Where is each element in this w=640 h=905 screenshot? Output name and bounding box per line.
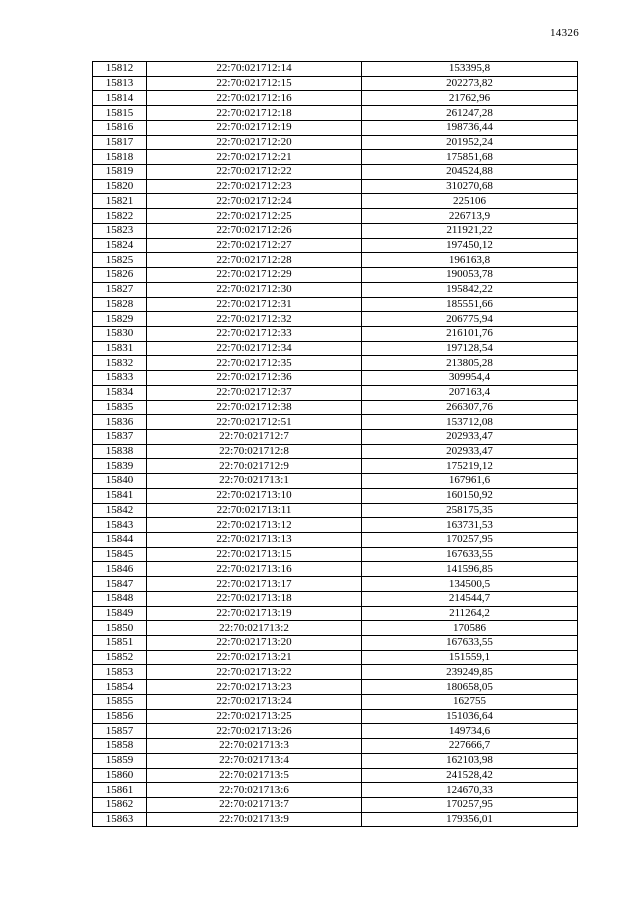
cadastral-number-cell: 22:70:021713:10 bbox=[147, 488, 362, 503]
cadastral-number-cell: 22:70:021712:31 bbox=[147, 297, 362, 312]
cadastral-number-cell: 22:70:021712:14 bbox=[147, 62, 362, 77]
table-row bbox=[93, 753, 578, 768]
cadastral-number-cell: 22:70:021712:36 bbox=[147, 371, 362, 386]
row-number-cell: 15857 bbox=[93, 724, 147, 739]
cadastral-number-cell: 22:70:021713:6 bbox=[147, 783, 362, 798]
row-number-cell: 15862 bbox=[93, 797, 147, 812]
cadastral-value-cell: 207163,4 bbox=[362, 385, 578, 400]
cadastral-number-cell: 22:70:021712:20 bbox=[147, 135, 362, 150]
table-row bbox=[93, 724, 578, 739]
cadastral-number-cell: 22:70:021713:19 bbox=[147, 606, 362, 621]
cadastral-number-cell: 22:70:021712:30 bbox=[147, 282, 362, 297]
row-number-cell: 15815 bbox=[93, 106, 147, 121]
cadastral-number-cell: 22:70:021713:12 bbox=[147, 518, 362, 533]
cadastral-value-cell: 211264,2 bbox=[362, 606, 578, 621]
cadastral-number-cell: 22:70:021712:51 bbox=[147, 415, 362, 430]
row-number-cell: 15816 bbox=[93, 120, 147, 135]
row-number-cell: 15823 bbox=[93, 223, 147, 238]
cadastral-number-cell: 22:70:021712:8 bbox=[147, 444, 362, 459]
cadastral-value-table bbox=[92, 61, 578, 827]
cadastral-value-cell: 202933,47 bbox=[362, 429, 578, 444]
table-row bbox=[93, 474, 578, 489]
cadastral-value-cell: 162755 bbox=[362, 694, 578, 709]
table-row bbox=[93, 577, 578, 592]
cadastral-number-cell: 22:70:021712:28 bbox=[147, 253, 362, 268]
table-row bbox=[93, 268, 578, 283]
cadastral-value-cell: 310270,68 bbox=[362, 179, 578, 194]
row-number-cell: 15830 bbox=[93, 326, 147, 341]
row-number-cell: 15813 bbox=[93, 76, 147, 91]
cadastral-number-cell: 22:70:021713:9 bbox=[147, 812, 362, 827]
row-number-cell: 15831 bbox=[93, 341, 147, 356]
row-number-cell: 15859 bbox=[93, 753, 147, 768]
page-number: 14326 bbox=[550, 27, 579, 39]
row-number-cell: 15824 bbox=[93, 238, 147, 253]
table-row bbox=[93, 562, 578, 577]
table-row bbox=[93, 459, 578, 474]
table-row bbox=[93, 76, 578, 91]
table-row bbox=[93, 135, 578, 150]
cadastral-value-cell: 225106 bbox=[362, 194, 578, 209]
table-row bbox=[93, 444, 578, 459]
cadastral-number-cell: 22:70:021712:27 bbox=[147, 238, 362, 253]
table-row bbox=[93, 650, 578, 665]
table-row bbox=[93, 106, 578, 121]
cadastral-number-cell: 22:70:021712:34 bbox=[147, 341, 362, 356]
table-row bbox=[93, 282, 578, 297]
cadastral-value-cell: 261247,28 bbox=[362, 106, 578, 121]
cadastral-number-cell: 22:70:021712:9 bbox=[147, 459, 362, 474]
table-row bbox=[93, 120, 578, 135]
row-number-cell: 15846 bbox=[93, 562, 147, 577]
cadastral-value-cell: 196163,8 bbox=[362, 253, 578, 268]
table-row bbox=[93, 533, 578, 548]
table-row bbox=[93, 518, 578, 533]
row-number-cell: 15834 bbox=[93, 385, 147, 400]
cadastral-number-cell: 22:70:021713:22 bbox=[147, 665, 362, 680]
cadastral-number-cell: 22:70:021713:13 bbox=[147, 533, 362, 548]
row-number-cell: 15827 bbox=[93, 282, 147, 297]
table-row bbox=[93, 488, 578, 503]
row-number-cell: 15814 bbox=[93, 91, 147, 106]
row-number-cell: 15817 bbox=[93, 135, 147, 150]
table-row bbox=[93, 326, 578, 341]
cadastral-value-cell: 134500,5 bbox=[362, 577, 578, 592]
cadastral-number-cell: 22:70:021712:21 bbox=[147, 150, 362, 165]
cadastral-value-cell: 180658,05 bbox=[362, 680, 578, 695]
cadastral-value-cell: 201952,24 bbox=[362, 135, 578, 150]
cadastral-number-cell: 22:70:021713:18 bbox=[147, 591, 362, 606]
row-number-cell: 15821 bbox=[93, 194, 147, 209]
cadastral-value-cell: 239249,85 bbox=[362, 665, 578, 680]
cadastral-number-cell: 22:70:021712:32 bbox=[147, 312, 362, 327]
cadastral-number-cell: 22:70:021713:11 bbox=[147, 503, 362, 518]
cadastral-number-cell: 22:70:021713:1 bbox=[147, 474, 362, 489]
cadastral-value-cell: 21762,96 bbox=[362, 91, 578, 106]
cadastral-value-cell: 211921,22 bbox=[362, 223, 578, 238]
row-number-cell: 15858 bbox=[93, 739, 147, 754]
cadastral-value-cell: 197450,12 bbox=[362, 238, 578, 253]
cadastral-number-cell: 22:70:021713:16 bbox=[147, 562, 362, 577]
table-row bbox=[93, 91, 578, 106]
cadastral-number-cell: 22:70:021712:24 bbox=[147, 194, 362, 209]
row-number-cell: 15845 bbox=[93, 547, 147, 562]
cadastral-number-cell: 22:70:021712:26 bbox=[147, 223, 362, 238]
cadastral-number-cell: 22:70:021712:7 bbox=[147, 429, 362, 444]
table-row bbox=[93, 150, 578, 165]
table-body bbox=[93, 62, 578, 827]
row-number-cell: 15836 bbox=[93, 415, 147, 430]
cadastral-value-cell: 204524,88 bbox=[362, 165, 578, 180]
row-number-cell: 15840 bbox=[93, 474, 147, 489]
row-number-cell: 15818 bbox=[93, 150, 147, 165]
table-row bbox=[93, 179, 578, 194]
cadastral-value-cell: 153395,8 bbox=[362, 62, 578, 77]
cadastral-number-cell: 22:70:021713:15 bbox=[147, 547, 362, 562]
cadastral-value-cell: 149734,6 bbox=[362, 724, 578, 739]
cadastral-value-cell: 141596,85 bbox=[362, 562, 578, 577]
row-number-cell: 15837 bbox=[93, 429, 147, 444]
cadastral-number-cell: 22:70:021712:19 bbox=[147, 120, 362, 135]
cadastral-value-cell: 170257,95 bbox=[362, 797, 578, 812]
table-row bbox=[93, 591, 578, 606]
row-number-cell: 15838 bbox=[93, 444, 147, 459]
row-number-cell: 15812 bbox=[93, 62, 147, 77]
table-row bbox=[93, 739, 578, 754]
table-row bbox=[93, 797, 578, 812]
row-number-cell: 15820 bbox=[93, 179, 147, 194]
table-row bbox=[93, 547, 578, 562]
row-number-cell: 15822 bbox=[93, 209, 147, 224]
row-number-cell: 15841 bbox=[93, 488, 147, 503]
cadastral-value-cell: 195842,22 bbox=[362, 282, 578, 297]
cadastral-value-cell: 153712,08 bbox=[362, 415, 578, 430]
cadastral-number-cell: 22:70:021712:16 bbox=[147, 91, 362, 106]
row-number-cell: 15825 bbox=[93, 253, 147, 268]
row-number-cell: 15850 bbox=[93, 621, 147, 636]
cadastral-number-cell: 22:70:021713:20 bbox=[147, 636, 362, 651]
table-row bbox=[93, 503, 578, 518]
cadastral-number-cell: 22:70:021712:22 bbox=[147, 165, 362, 180]
row-number-cell: 15832 bbox=[93, 356, 147, 371]
cadastral-value-cell: 160150,92 bbox=[362, 488, 578, 503]
cadastral-number-cell: 22:70:021712:35 bbox=[147, 356, 362, 371]
row-number-cell: 15828 bbox=[93, 297, 147, 312]
cadastral-number-cell: 22:70:021713:21 bbox=[147, 650, 362, 665]
cadastral-number-cell: 22:70:021712:29 bbox=[147, 268, 362, 283]
table-row bbox=[93, 709, 578, 724]
table-row bbox=[93, 297, 578, 312]
cadastral-value-cell: 167961,6 bbox=[362, 474, 578, 489]
cadastral-value-cell: 175219,12 bbox=[362, 459, 578, 474]
cadastral-value-cell: 206775,94 bbox=[362, 312, 578, 327]
row-number-cell: 15861 bbox=[93, 783, 147, 798]
row-number-cell: 15844 bbox=[93, 533, 147, 548]
cadastral-number-cell: 22:70:021712:15 bbox=[147, 76, 362, 91]
table-row bbox=[93, 238, 578, 253]
cadastral-number-cell: 22:70:021712:25 bbox=[147, 209, 362, 224]
cadastral-value-cell: 202933,47 bbox=[362, 444, 578, 459]
row-number-cell: 15848 bbox=[93, 591, 147, 606]
table-row bbox=[93, 694, 578, 709]
table-row bbox=[93, 665, 578, 680]
cadastral-value-cell: 167633,55 bbox=[362, 547, 578, 562]
row-number-cell: 15847 bbox=[93, 577, 147, 592]
table-row bbox=[93, 385, 578, 400]
cadastral-value-cell: 167633,55 bbox=[362, 636, 578, 651]
table-row bbox=[93, 783, 578, 798]
cadastral-value-cell: 185551,66 bbox=[362, 297, 578, 312]
row-number-cell: 15851 bbox=[93, 636, 147, 651]
row-number-cell: 15849 bbox=[93, 606, 147, 621]
row-number-cell: 15856 bbox=[93, 709, 147, 724]
cadastral-value-cell: 151036,64 bbox=[362, 709, 578, 724]
row-number-cell: 15819 bbox=[93, 165, 147, 180]
cadastral-value-cell: 175851,68 bbox=[362, 150, 578, 165]
cadastral-value-cell: 197128,54 bbox=[362, 341, 578, 356]
row-number-cell: 15842 bbox=[93, 503, 147, 518]
cadastral-number-cell: 22:70:021713:5 bbox=[147, 768, 362, 783]
cadastral-value-cell: 170586 bbox=[362, 621, 578, 636]
row-number-cell: 15863 bbox=[93, 812, 147, 827]
table-row bbox=[93, 768, 578, 783]
row-number-cell: 15833 bbox=[93, 371, 147, 386]
cadastral-number-cell: 22:70:021713:24 bbox=[147, 694, 362, 709]
table-row bbox=[93, 165, 578, 180]
cadastral-value-cell: 309954,4 bbox=[362, 371, 578, 386]
cadastral-value-cell: 227666,7 bbox=[362, 739, 578, 754]
row-number-cell: 15826 bbox=[93, 268, 147, 283]
cadastral-value-cell: 170257,95 bbox=[362, 533, 578, 548]
row-number-cell: 15860 bbox=[93, 768, 147, 783]
table-row bbox=[93, 680, 578, 695]
cadastral-value-cell: 213805,28 bbox=[362, 356, 578, 371]
cadastral-value-cell: 214544,7 bbox=[362, 591, 578, 606]
cadastral-value-cell: 258175,35 bbox=[362, 503, 578, 518]
cadastral-value-cell: 266307,76 bbox=[362, 400, 578, 415]
table-row bbox=[93, 371, 578, 386]
cadastral-value-cell: 216101,76 bbox=[362, 326, 578, 341]
cadastral-value-cell: 190053,78 bbox=[362, 268, 578, 283]
cadastral-value-cell: 151559,1 bbox=[362, 650, 578, 665]
row-number-cell: 15855 bbox=[93, 694, 147, 709]
row-number-cell: 15852 bbox=[93, 650, 147, 665]
cadastral-value-cell: 198736,44 bbox=[362, 120, 578, 135]
cadastral-value-cell: 162103,98 bbox=[362, 753, 578, 768]
table-row bbox=[93, 209, 578, 224]
cadastral-number-cell: 22:70:021713:17 bbox=[147, 577, 362, 592]
table-row bbox=[93, 606, 578, 621]
table-row bbox=[93, 812, 578, 827]
table-row bbox=[93, 636, 578, 651]
row-number-cell: 15835 bbox=[93, 400, 147, 415]
table-row bbox=[93, 341, 578, 356]
table-row bbox=[93, 621, 578, 636]
table-row bbox=[93, 312, 578, 327]
table-row bbox=[93, 62, 578, 77]
cadastral-value-cell: 179356,01 bbox=[362, 812, 578, 827]
cadastral-number-cell: 22:70:021712:33 bbox=[147, 326, 362, 341]
table-row bbox=[93, 223, 578, 238]
cadastral-number-cell: 22:70:021713:2 bbox=[147, 621, 362, 636]
table-row bbox=[93, 429, 578, 444]
row-number-cell: 15829 bbox=[93, 312, 147, 327]
table-row bbox=[93, 253, 578, 268]
row-number-cell: 15839 bbox=[93, 459, 147, 474]
cadastral-number-cell: 22:70:021712:18 bbox=[147, 106, 362, 121]
row-number-cell: 15843 bbox=[93, 518, 147, 533]
cadastral-value-cell: 163731,53 bbox=[362, 518, 578, 533]
row-number-cell: 15853 bbox=[93, 665, 147, 680]
table-row bbox=[93, 400, 578, 415]
table-row bbox=[93, 415, 578, 430]
cadastral-number-cell: 22:70:021712:23 bbox=[147, 179, 362, 194]
cadastral-number-cell: 22:70:021712:38 bbox=[147, 400, 362, 415]
cadastral-number-cell: 22:70:021713:23 bbox=[147, 680, 362, 695]
cadastral-number-cell: 22:70:021712:37 bbox=[147, 385, 362, 400]
cadastral-value-cell: 202273,82 bbox=[362, 76, 578, 91]
row-number-cell: 15854 bbox=[93, 680, 147, 695]
cadastral-number-cell: 22:70:021713:26 bbox=[147, 724, 362, 739]
cadastral-number-cell: 22:70:021713:3 bbox=[147, 739, 362, 754]
cadastral-value-cell: 124670,33 bbox=[362, 783, 578, 798]
cadastral-number-cell: 22:70:021713:4 bbox=[147, 753, 362, 768]
table-row bbox=[93, 356, 578, 371]
table-row bbox=[93, 194, 578, 209]
cadastral-number-cell: 22:70:021713:25 bbox=[147, 709, 362, 724]
cadastral-value-cell: 241528,42 bbox=[362, 768, 578, 783]
cadastral-number-cell: 22:70:021713:7 bbox=[147, 797, 362, 812]
cadastral-value-cell: 226713,9 bbox=[362, 209, 578, 224]
